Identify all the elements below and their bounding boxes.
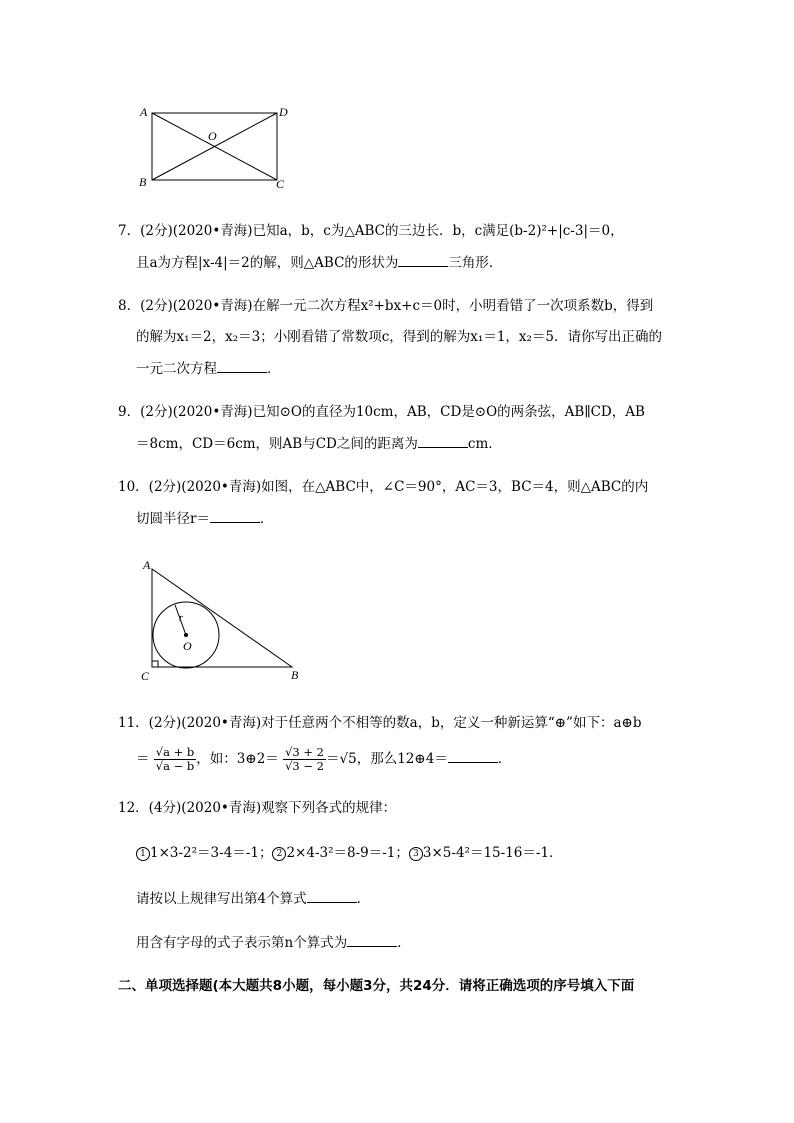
rectangle-figure (130, 100, 300, 195)
label-c: C (141, 669, 150, 683)
triangle-figure (135, 555, 310, 685)
q7-line2 (136, 252, 502, 273)
fraction-denominator: √a − b (155, 759, 195, 773)
q11-end: ． (497, 751, 512, 767)
q11-example-text: ，如：3⊕2＝ (196, 751, 279, 767)
q10-answer-blank[interactable] (210, 508, 260, 523)
label-d: D (279, 105, 288, 119)
q11-line1: 11．(2分)(2020•青海)对于任意两个不相等的数a，b，定义一种新运算“⊕”如下：a⊕b (118, 715, 642, 731)
q12-expr-2: 2×4-3²＝8-9＝-1； (286, 845, 409, 861)
triangle-abc (152, 569, 292, 667)
circled-number-3: 3 (409, 847, 423, 861)
q8-line3-text: 一元二次方程 (136, 361, 217, 377)
q12-line3-text: 请按以上规律写出第4个算式 (136, 891, 307, 907)
label-b: B (139, 175, 147, 189)
q11-fraction-definition (154, 746, 197, 773)
q11-result-text: ＝√5，那么12⊕4＝ (326, 751, 448, 767)
fraction-denominator: √3 − 2 (285, 759, 325, 773)
label-a: A (143, 558, 151, 572)
q10-line2 (136, 508, 273, 529)
q7-line2-end: 三角形． (448, 255, 503, 271)
q7-line1: 7．(2分)(2020•青海)已知a，b，c为△ABC的三边长．b，c满足(b-2)²+|c-3|＝0， (118, 223, 624, 239)
q12-line2 (136, 843, 563, 863)
q7-answer-blank[interactable] (398, 252, 448, 267)
section-2-heading: 二、单项选择题(本大题共8小题，每小题3分，共24分．请将正确选项的序号填入下面 (118, 978, 635, 994)
q11-equals: ＝ (136, 751, 150, 767)
q8-line3-end: ． (267, 361, 281, 377)
q12-line3-end: ． (356, 891, 371, 907)
q12-line1: 12．(4分)(2020•青海)观察下列各式的规律： (118, 800, 397, 816)
label-o: O (208, 129, 217, 143)
q11-answer-blank[interactable] (448, 748, 498, 763)
fraction-numerator: √a + b (155, 745, 195, 759)
q9-answer-blank[interactable] (418, 433, 468, 448)
center-o-dot (184, 633, 188, 637)
q12-line4-text: 用含有字母的式子表示第n个算式为 (136, 935, 348, 951)
right-angle-mark (152, 661, 158, 667)
label-a: A (140, 105, 148, 119)
q11-line2 (136, 740, 511, 778)
q12-line4-end: ． (397, 935, 411, 951)
label-b: B (291, 668, 299, 682)
q12-line4 (136, 932, 411, 953)
q12-answer-blank-1[interactable] (307, 888, 357, 903)
q8-line1: 8．(2分)(2020•青海)在解一元二次方程x²+bx+c＝0时，小明看错了一次项系数b，得到 (118, 298, 654, 314)
q12-expr-1: 1×3-2²＝3-4＝-1； (150, 845, 273, 861)
q10-line1: 10．(2分)(2020•青海)如图，在△ABC中，∠C＝90°，AC＝3，BC＝4，则△ABC的内 (118, 479, 649, 495)
circled-number-2: 2 (272, 847, 286, 861)
q12-answer-blank-2[interactable] (347, 932, 397, 947)
q8-line2: 的解为x₁＝2，x₂＝3；小刚看错了常数项c，得到的解为x₁＝1，x₂＝5．请你写出正确的 (136, 329, 663, 345)
label-o: O (183, 639, 192, 653)
label-r: r (179, 613, 183, 624)
q9-line2-text: ＝8cm，CD＝6cm，则AB与CD之间的距离为 (136, 436, 418, 452)
q12-expr-3: 3×5-4²＝15-16＝-1． (422, 845, 563, 861)
q12-line3 (136, 888, 370, 909)
q9-line1: 9．(2分)(2020•青海)已知⊙O的直径为10cm，AB，CD是⊙O的两条弦，AB∥CD，AB (118, 404, 645, 420)
fraction-numerator: √3 + 2 (285, 745, 325, 759)
q8-line3 (136, 358, 281, 379)
q10-line2-end: ． (259, 511, 274, 527)
circled-number-1: 1 (136, 847, 150, 861)
q9-line2 (136, 433, 502, 454)
q10-line2-text: 切圆半径r＝ (136, 511, 210, 527)
q11-fraction-example (283, 746, 326, 773)
q9-line2-end: cm． (467, 436, 502, 452)
q8-answer-blank[interactable] (217, 358, 267, 373)
label-c: C (276, 177, 285, 191)
q7-line2-text: 且a为方程|x-4|＝2的解，则△ABC的形状为 (136, 255, 399, 271)
